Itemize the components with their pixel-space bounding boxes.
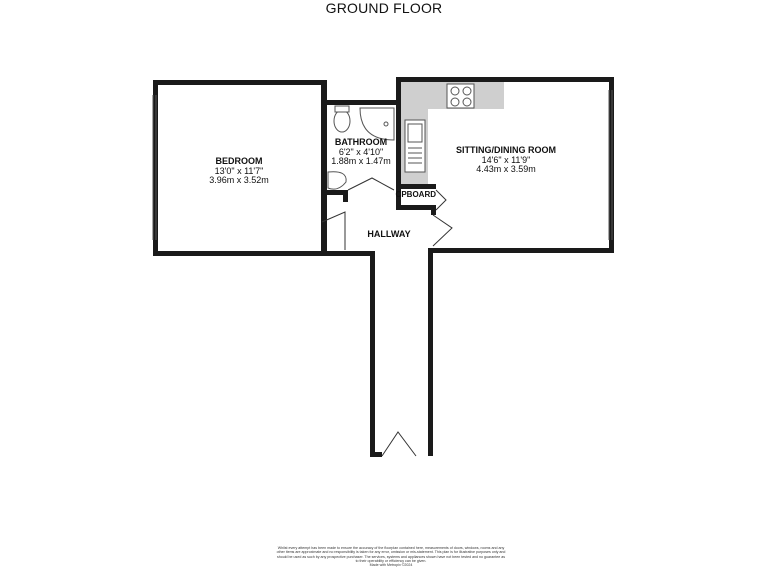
bathroom-label <box>328 138 394 167</box>
bathroom-door-swing <box>348 178 394 190</box>
cupboard-label: CPBOARD <box>395 190 436 199</box>
disclaimer-text: Whilst every attempt has been made to ensure the accuracy of the floorplan contained here, measurements of doors, windows, rooms and any other items are approximate and no responsibility is taken for any error, omission or mis-statement. This plan is for illustrative purposes only and should be used as such by any prospective purchaser. The services, systems and appliances shown have not been tested and no guarantee as to their operability or efficiency can be given. <box>276 546 506 563</box>
floor-title: GROUND FLOOR <box>325 0 443 16</box>
bedroom-metric: 3.96m x 3.52m <box>209 175 269 185</box>
bathroom-name: BATHROOM <box>334 137 388 147</box>
bathroom-metric: 1.88m x 1.47m <box>331 156 391 166</box>
bedroom-name: BEDROOM <box>215 156 263 166</box>
cupboard-door-swing <box>436 190 446 210</box>
disclaimer <box>276 546 506 567</box>
bedroom-label <box>198 157 280 186</box>
hallway-label: HALLWAY <box>367 229 411 239</box>
bedroom-imperial: 13'0" x 11'7" <box>214 165 264 176</box>
toilet <box>334 110 350 132</box>
entrance-door-swing <box>382 432 416 456</box>
sitting-room-imperial: 14'6" x 11'9" <box>481 154 531 165</box>
bathroom-imperial: 6'2" x 4'10" <box>338 146 384 157</box>
sitting-room-name: SITTING/DINING ROOM <box>456 145 556 155</box>
made-with: Made with Metropix ©2024 <box>369 563 413 568</box>
sitting-room-metric: 4.43m x 3.59m <box>476 164 536 174</box>
sitting-room-label <box>446 146 566 175</box>
shower <box>360 108 394 140</box>
sitting-door-swing <box>433 215 452 246</box>
basin <box>328 172 346 189</box>
